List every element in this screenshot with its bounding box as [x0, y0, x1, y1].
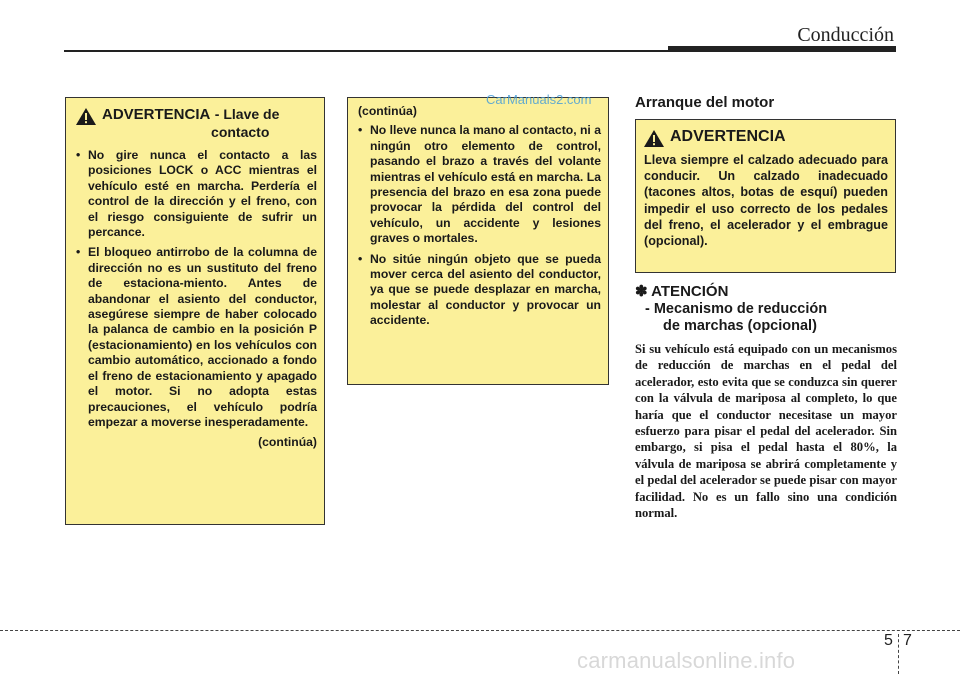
warning-subtitle-2: contacto — [211, 124, 270, 140]
warning-list — [358, 123, 601, 328]
warning-title: ADVERTENCIA — [670, 128, 786, 145]
warning-box-footwear — [635, 119, 896, 273]
warning-box-ignition — [65, 97, 325, 525]
continued-label: (continúa) — [258, 435, 317, 450]
page-chapter-number: 5 — [884, 632, 893, 649]
warning-body: Lleva siempre el calzado adecuado para conducir. Un calzado inadecuado (tacones altos, botas de esquí) pueden impedir el uso correcto de los pedales del freno, el acelerador y el embrague (opcional). — [644, 153, 888, 249]
attention-subtitle: - Mecanismo de reducción — [645, 301, 828, 317]
watermark: CarManuals2.com — [486, 92, 592, 107]
page-number: 7 — [903, 632, 912, 649]
footer-rule — [0, 630, 960, 631]
warning-list — [76, 148, 317, 430]
header-rule — [64, 50, 670, 52]
attention-body: Si su vehículo está equipado con un mecanismos de reducción de marchas en el pedal del acelerador, esto evita que se conduzca sin querer con la válvula de mariposa al completo, lo que haría que el conductor necesitase un mayor esfuerzo para pisar el pedal del acelerador. Sin embargo, si pisa el pedal hasta el 80%, la válvula de mariposa se abrirá completamente y el pedal del acelerador se puede pisar con mayor facilidad. No es un fallo sino una condición normal. — [635, 342, 897, 521]
attention-title: ✽ ATENCIÓN — [635, 283, 729, 300]
section-heading: Arranque del motor — [635, 94, 775, 111]
warning-subtitle: - Llave de — [214, 106, 280, 122]
header-rule-thick — [668, 46, 896, 52]
warning-triangle-icon — [76, 108, 96, 125]
warning-box-continued — [347, 97, 609, 385]
list-item: • No gire nunca el contacto a las posiciones LOCK o ACC mientras el vehículo esté en marcha. Perdería el control de la dirección y el freno, con el riesgo consiguiente de sufrir un percance. — [76, 148, 317, 240]
warning-header — [644, 128, 888, 147]
footer-divider — [898, 634, 899, 674]
list-item: • El bloqueo antirrobo de la columna de dirección no es un sustituto del freno de estaciona-miento. Antes de abandonar el asiento del conductor, asegúrese siempre de haber colocado la palanca de cambio en la posición P (estacionamiento) en los vehículos con cambio automático, accionado a fondo el freno de estacionamiento y apagado el motor. Si no adopta estas precauciones, el vehículo podría empezar a moverse inesperadamente. — [76, 245, 317, 430]
list-item: • No sitúe ningún objeto que se pueda mover cerca del asiento del conductor, ya que se puede desplazar en marcha, molestar al conductor y provocar un accidente. — [358, 252, 601, 329]
footer-watermark: carmanualsonline.info — [577, 648, 796, 673]
warning-header — [76, 106, 317, 140]
warning-title: ADVERTENCIA — [102, 106, 211, 123]
attention-subtitle-2: de marchas (opcional) — [663, 318, 817, 334]
continued-label: (continúa) — [358, 104, 417, 118]
warning-triangle-icon — [644, 130, 664, 147]
attention-note — [635, 283, 897, 521]
chapter-title: Conducción — [797, 24, 894, 46]
list-item: • No lleve nunca la mano al contacto, ni a ningún otro elemento de control, pasando el brazo a través del volante mientras el vehículo está en marcha. La presencia del brazo en esa zona puede provocar la pérdida del control del vehículo, un accidente y lesiones graves o mortales. — [358, 123, 601, 246]
